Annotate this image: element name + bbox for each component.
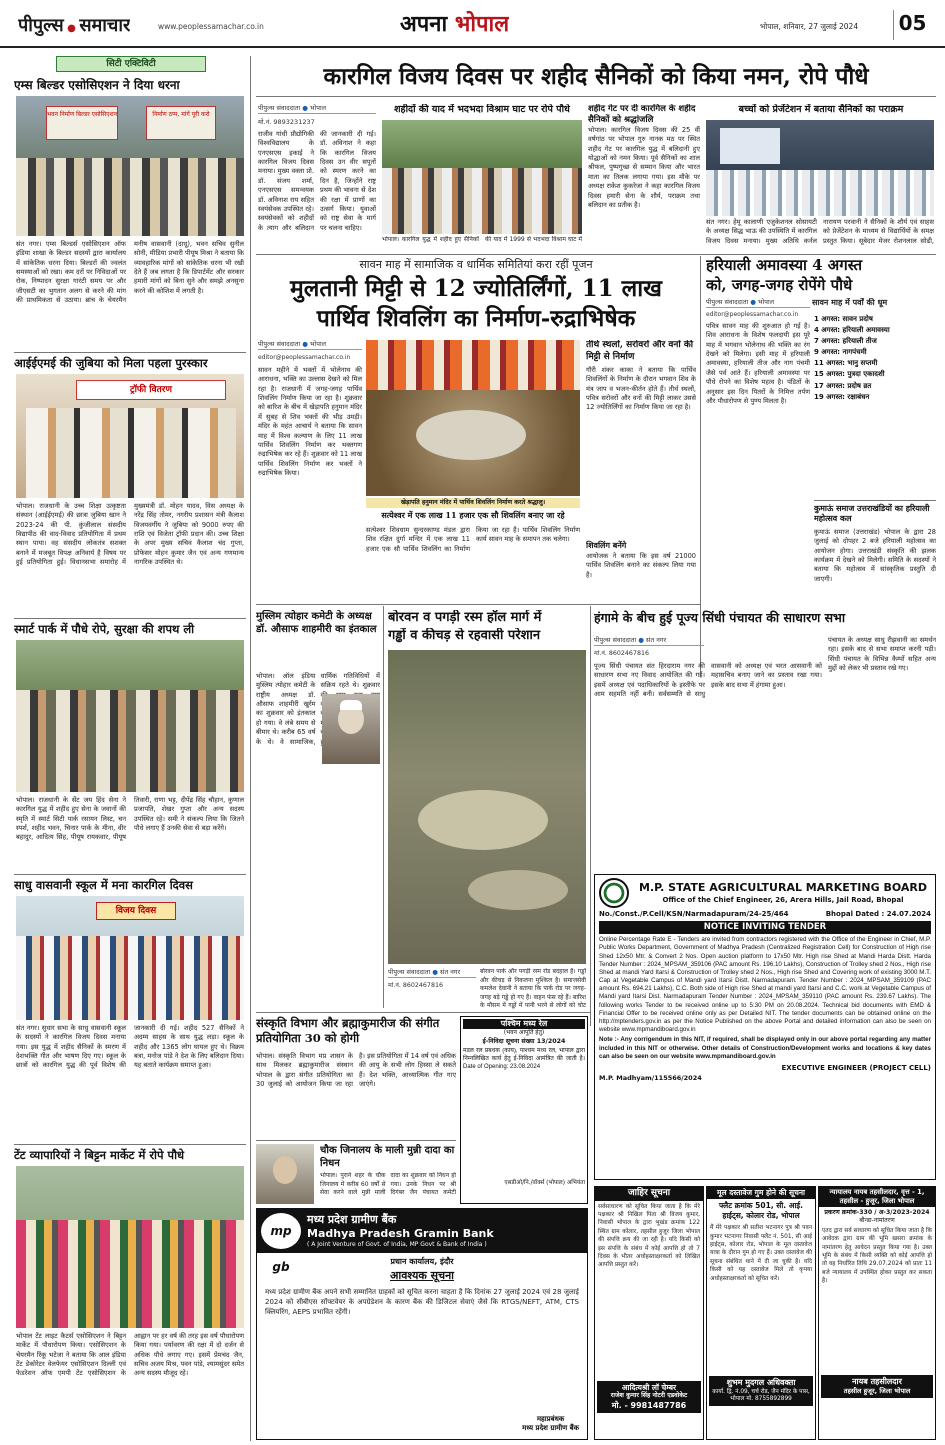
tender-board-name: M.P. STATE AGRICULTURAL MARKETING BOARD (639, 881, 927, 895)
borvan-mobile: मो.नं. 8602467816 (388, 982, 443, 989)
bank-name-en: Madhya Pradesh Gramin Bank (307, 1227, 494, 1241)
story-smart-park-body: भोपाल। राजधानी के सेंट जय हिंद सेना ने कारगिल युद्ध में शहीद हुए सेना के जवानों की स्मृति में स्मार्ट सिटी पार्क रसायन लिस्ट, चन स्पर्श, शहीद भवन, चिनार पार्क के मीना, वीर बहादुर, आदित्य सिंह, पीयूष रायकवार, पीयूष तिवारी, राणा भट्ट, दीपेंद्र सिंह चौहान, कुणाल प्रजापति, शेखर गुप्ता और अन्य सदस्य उपस्थित रहे। समी ने संकल्प लिया कि जितने पौधे लगाए हैं उनकी सेवा से बड़ा करेंगे। (16, 796, 244, 842)
kargil-body: राजीव गांधी प्रौद्योगिकी विश्वविद्यालय के एनएसएस इकाई ने कारगिल विजय दिवस मनाया। मुख्य वक्ता प्रो. डॉ. संजय शर्मा, एनएसएस समन्वयक डॉ. अविनाश राय सहित स्वयंसेवक उपस्थित रहे। स्वयंसेवकों को शहीदों के त्याग और बलिदान की जानकारी दी गई। डॉ. अविनाश ने कहा कि कारगिल विजय दिवस उन वीर सपूतों को स्मरण करने का दिन है, जिन्होंने राष्ट्र प्रथम की भावना से देश की रक्षा में प्राणों का उत्सर्ग किया। युवाओं को राष्ट्र सेवा के मार्ग पर चलना चाहिए। (258, 130, 376, 232)
shahid-gate-headline: शहीद गेट पर दी कारगिल के शहीद सैनिकों को श्रद्धांजलि (588, 104, 696, 126)
brand-logo: पीपुल्स ● समाचार (18, 15, 131, 36)
tahsil-body: एतद द्वारा सर्व साधारण को सूचित किया जाता है कि आवेदक द्वारा ग्राम की भूमि खसरा क्रमांक के नामांतरण हेतु आवेदन प्रस्तुत किया गया है। उक्त भूमि के संबंध में किसी व्यक्ति को कोई आपत्ति हो तो वह निर्धारित तिथि 29.07.2024 को प्रातः 11 बजे न्यायालय में उपस्थित होकर प्रस्तुत कर सकता है। (822, 1227, 932, 1285)
public-notice-title: जाहिर सूचना (595, 1187, 703, 1201)
divider (14, 352, 246, 353)
sindhi-headline: हंगामे के बीच हुई पूज्य सिंधी पंचायत की साधारण सभा (594, 610, 846, 625)
shivling-headline-2: पार्थिव शिवलिंग का निर्माण-रुद्राभिषेक (316, 305, 636, 332)
lost-docs-title: मूल दस्तावेज गुम होने की सूचना (707, 1187, 815, 1199)
tahsil-court-notice (818, 1186, 936, 1440)
shivling-body-4: आयोजक ने बताया कि इस वर्ष 21000 पार्थिव शिवलिंग बनाने का संकल्प लिया गया है। (586, 552, 696, 579)
borvan-headline-2: गड्ढों व कीचड़ से रहवासी परेशान (388, 628, 541, 643)
divider (256, 1012, 590, 1013)
story-ieme-award-head: आईईएमई की जुबिया को मिला पहला पुरस्कार (14, 356, 208, 370)
bank-notice-title: आवश्यक सूचना (389, 1269, 455, 1283)
sindhi-body-2: पंचायत के अध्यक्ष साधु रीझवानी का समर्थन रहा। इसके बाद से सभा समाप्त करनी पड़ी। सिंधी पंचायत के विभिन्न कैम्पों सहित अन्य मुद्दों को लेकर भी प्रस्ताव रखे गए। (828, 636, 936, 673)
tender-date: Bhopal Dated : 24.07.2024 (825, 910, 931, 918)
volunteers-shape (16, 690, 244, 792)
story-tent-traders-head: टेंट व्यापारियों ने बिट्टन मार्केट में रोपे पौधे (14, 1148, 185, 1162)
shahid-gate-body: भोपाल। कारगिल विजय दिवस की 25 वीं वर्षगांठ पर भोपाल गुरु नानक मठ पर स्थित शहीद गेट पर कारगिल युद्ध में बलिदानी हुए योद्धाओं को नमन किया। पूर्व सैनिकों का शाल श्रीफल, पुष्पगुच्छ से सम्मान किया और भारत माता का तिलक लगाया गया। इस मौके पर अध्यक्ष राकेश कुकरेजा ने कहा कारगिल विजय दिवस हमारी सेना के शौर्य, पराक्रम तथा बलिदान का प्रतीक है। (588, 126, 700, 209)
borvan-byline: पीपुल्स संवाददाता ● संत नगर (388, 968, 476, 978)
sindhi-body: पूज्य सिंधी पंचायत संत हिरदाराम नगर की साधारण सभा नए विवाद आयोजित की गई। इसमें अध्यक्ष एवं पदाधिकारियों के इस्तीफे पर आम सहमति नहीं बनी। सर्वसम्मति से साधु वासवानी को अध्यक्ष एवं भरत आसवानी को महासचिव बनाए जाने का प्रस्ताव रखा गया। इसके बाद सभा में हंगामा हुआ। (594, 662, 822, 699)
puddle-shape (418, 790, 548, 850)
shivling-body-2: गौरी शंकर काका ने बताया कि पार्थिव शिवलिंगों के निर्माण के दौरान भगवान शिव के मंत्र जाप व भजन-कीर्तन होते हैं। तीर्थ स्थलों, पवित्र सरोवरों और वनों की मिट्टी लाकर उससे 12 ज्योतिर्लिंगों का निर्माण किया जा रहा है। (586, 366, 696, 412)
sanskriti-body: भोपाल। संस्कृति विभाग मप्र शासन के साथ मिलकर ब्रह्माकुमारीज संस्थान भोपाल के द्वारा संगीत प्रतियोगिता का 30 जुलाई को आयोजन किया जा रहा है। इस प्रतियोगिता में 14 वर्ष एवं अधिक की आयु के सभी लोग हिस्सा ले सकते हैं। देश भक्ति, आध्यात्मिक गीत गाए जाएंगे। (256, 1052, 456, 1089)
divider (14, 1144, 246, 1145)
jain-portrait-photo (256, 1144, 314, 1204)
puddle-shape (468, 870, 568, 910)
hariyali-body: पवित्र सावन माह की शुरुआत हो गई है। शिव आराधना के विशेष फलदायी इस पूरे माह में भगवान भोलेनाथ की भक्ति का रंग देखने को मिलेगा। इसी माह में हरियाली अमावस्या, हरियाली तीज और नाग पंचमी जैसे पर्व आते हैं। हरियाली अमावस्या पर पौधे रोपने का विशेष महत्व है। पंडितों के अनुसार इस दिन पितरों के निमित्त तर्पण और पौधारोपण से पुण्य मिलता है। (706, 322, 810, 405)
shivling-kicker: सावन माह में सामाजिक व धार्मिक समितियां करा रहीं पूजन (359, 258, 593, 271)
sanskriti-headline: संस्कृति विभाग और ब्रह्माकुमारीज की संगीत प्रतियोगिता 30 को होगी (256, 1016, 440, 1045)
kargil-mobile: मो.नं. 9893231237 (258, 118, 315, 126)
kargil-byline: पीपुल्स संवाददाता ● भोपाल (258, 104, 376, 114)
tender-body: Online Percentage Rate E - Tenders are invited from contractors registered with the Office of the Engineer in Chief, M.P. Public Works Department, Government of Madhya Pradesh (Centralized Registration Cell) for Construction of High rise Shed 12x50 Mtr. & Convert 2 Nos. Open auction platform to 17x50 Mtr. High rise Shed at Mandi Harda Distt. Harda Tender Number : 2024_MPSAM_359106 (PAC amount Rs. 196.10 Lakhs), Construction of Trolley shed 2 Nos., High rise Shed at mandi Yard Itarsi & Construction of Trolley shed 2 Nos., High rise Shed and Covering work of existing 3000 M.T. Cap at Vegetable Campus of Mandi yard Itarsi Distt. Narmadapuram. Tender Number : 2024_MPSAM_359109 (PAC amount Rs. 694.21 Lakhs), C.C. Both side of High rise Shed at mandi yard Itarsi and C.C. work at Vegetable Campus of Mandi yard Itarsi Dist. Narmadapuram Tender Number : 2024_MPSAM_359110 (PAC amount Rs. 239.67 Lakhs). The following works Tender to be received online up to 5:30 PM on 20.08.2024. Technical bid documents with EMD & Financial Offer to be received online only as per Detailed NIT. The tender documents can be obtained online on the http://mptenders.gov.in as per the Notice Published on the above Portal and detailed information can also be seen on website www.mpmandiboard.gov.in (599, 936, 931, 1034)
story-smart-park-head: स्मार्ट पार्क में पौधे रोपे, सुरक्षा की शपथ ली (14, 622, 195, 636)
presentation-body: संत नगर। हेमू कालाणी एजुकेशनल सोसायटी के अध्यक्ष सिद्ध भाऊ की उपस्थिति में कारगिल विजय दिवस मनाया। मुख्य अतिथि कर्नल नारायण परवानी ने सैनिकों के शौर्य एवं साहस को प्रेजेंटेशन के माध्यम से विद्यार्थियों के समक्ष प्रस्तुत किया। सूबेदार मेजर रोशनलाल सोढी, (706, 218, 934, 245)
photo-banner-right: निर्माण ठप्प, मांगें पूरी करो (146, 106, 216, 140)
public-notice-body: सर्वसाधारण को सूचित किया जाता है कि मेरे पक्षकार श्री निखिल पिता श्री विजय कुमार, निवासी भोपाल के द्वारा भूखंड क्रमांक 122 स्थित ग्राम कोलार, तहसील हुजूर जिला भोपाल की संपत्ति क्रय की जा रही है। यदि किसी को इस संपत्ति के संबंध में कोई आपत्ति हो तो 7 दिवस के भीतर अधोहस्ताक्षरकर्ता को लिखित आपत्ति प्रस्तुत करें। (598, 1203, 700, 1269)
bank-sign: महाप्रबंधक मध्य प्रदेश ग्रामीण बैंक (522, 1414, 579, 1432)
tender-sign: EXECUTIVE ENGINEER (PROJECT CELL) (781, 1063, 931, 1072)
masthead (0, 0, 945, 48)
shivling-tray-shape (416, 410, 526, 460)
cap-shape (340, 700, 362, 710)
page-number: 05 (893, 10, 931, 40)
sindhi-mobile: मो.नं. 8602467816 (594, 650, 649, 657)
screen-shape (720, 128, 780, 164)
tirth-subhead: तीर्थ स्थलों, सरोवरों और वनों की मिट्टी से निर्माण (586, 340, 694, 362)
divider (14, 874, 246, 875)
story-school-kargil-head: साधु वासवानी स्कूल में मना कारगिल दिवस (14, 878, 193, 892)
railway-sub: (भवन आपूर्ति हेतु) (503, 1029, 545, 1037)
presentation-photo (706, 120, 934, 216)
students-shape (16, 936, 244, 1020)
borvan-headline-1: बोरवन व पगड़ी रस्म हॉल मार्ग में (388, 610, 542, 625)
column-separator (590, 606, 591, 1026)
dateline: भोपाल, शनिवार, 27 जुलाई 2024 (760, 22, 859, 31)
tender-note: Note :- Any corrigendum in this NIT, if required, shall be displayed only in our above portal regarding any matter included in this NIT or otherwise. Other details of Construction/Development works and locations & key dates can also be seen on our website www.mpmandiboard.gov.in (599, 1036, 931, 1060)
bank-joint: ( A Joint Venture of Govt. of India, MP Govt & Bank of India ) (307, 1241, 487, 1249)
shivling-photo (366, 340, 580, 496)
divider (256, 1140, 456, 1141)
story-ieme-award-body: भोपाल। राजधानी के उच्च शिक्षा उत्कृष्टता संस्थान (आईईएमई) की छात्रा जुबिया खान ने 2023-24 की पी. कुंजीलाल संसदीय विद्यापीठ की वाद-विवाद प्रतियोगिता में प्रथम स्थान पाया। वह संसदीय लोकतंत्र सशक्त बनाने में मजबूत विपक्ष अनिवार्य है विषय पर हुई प्रतियोगिता हुई। विधानसभा समारोह में मुख्यमंत्री डॉ. मोहन यादव, विस अध्यक्ष के नरेंद्र सिंह तोमर, नगरीय प्रशासन मंत्री कैलाश विजयवर्गीय ने जुबिया को 9000 रुपए की राशि एवं विजेता ट्रॉफी प्रदान की। उच्च शिक्षा के अपर मुख्य सचिव कैलाश चंद गुप्ता, प्रोफेसर मोहन कुमार जैन एवं अन्य गणमान्य नागरिक उपस्थित थे। (16, 502, 244, 567)
school-kargil-photo (16, 896, 244, 1020)
hariyali-headline-1: हरियाली अमावस्या 4 अगस्त (706, 256, 863, 274)
story-school-kargil-body: संत नगर। सुधार सभा के साधु वासवानी स्कूल के सदस्यों ने कारगिल विजय दिवस मनाया गया। इस युद्ध में शहीद सैनिकों के स्मरण में देशभक्ति गीत और भाषण दिए गए। स्कूल के छात्रों को कारगिल युद्ध की पूर्व विशेष की जानकारी दी गई। शहीद 527 सैनिकों ने अदम्य साहस के साथ युद्ध लड़ा। स्कूल के शहीद और 1365 लोग घायल हुए थे। विक्रम बत्रा, मनोज पांडे ने देश के लिए बलिदान दिया। यह बताते कार्यक्रम समाप्त हुआ। (16, 1024, 244, 1070)
divider (256, 254, 936, 255)
photo-banner-left: भवन निर्माण बिल्डर एसोसिएशन (46, 106, 118, 140)
devotees-shape (366, 340, 580, 390)
shivling-subhead-3: शिवलिंग बनेंगे (586, 540, 627, 550)
column-separator (250, 56, 251, 1441)
kumaon-subhead: कुमाऊं समाज उत्तराखंडियों का हरियाली महोत्सव कल (814, 500, 936, 524)
lost-docs-body: मैं मेरे पक्षकार श्री सतीश भटनागर पुत्र श्री पवन कुमार भटनागर निवासी फ्लैट नं. 501, सी आई हाईट्स, कोलार रोड, भोपाल के मूल दस्तावेज यात्रा के दौरान गुम हो गए हैं। उक्त दस्तावेज की सूचना संबंधित थाने में दी जा चुकी है। यदि किसी को यह दस्तावेज मिले तो कृपया अधोहस्ताक्षरकर्ता को सूचित करें। (710, 1225, 812, 1282)
tahsil-sub: बौन्डा-नामांतरण (859, 1216, 895, 1224)
satyeshwar-body: सत्येश्वर शिवधाम सुन्दरकाण्ड मंडल द्वारा शिव रक्षित दुर्गा मन्दिर में एक लाख 11 हजार एक सौ पार्थिव शिवलिंग का निर्माण किया जा रहा है। पार्थिव शिवलिंग निर्माण कार्य सावन माह के समापन तक चलेगा। (366, 526, 580, 553)
tahsil-case: प्रकरण क्रमांक-330 / अ-3/2023-2024 (824, 1208, 930, 1216)
tender-office: Office of the Chief Engineer, 26, Arera Hills, Jail Road, Bhopal (662, 895, 904, 904)
column-separator (383, 606, 384, 1008)
brand-name-2: समाचार (79, 15, 131, 36)
jain-body: भोपाल। पुराने शहर के चौक जिनालय में करीब 60 वर्षों से सेवा करने वाले मुन्नी माली दादा का शुक्रवार को निधन हो गया। उनके निधन पर श्री दिगंबर जैन पंचायत कमेटी (320, 1172, 456, 1197)
tender-ref-row (599, 910, 931, 919)
lost-documents-notice (706, 1186, 816, 1440)
railway-body: मंडल रेल प्रबंधक (कार्य), पश्चिम मध्य रेल, भोपाल द्वारा निम्नलिखित कार्य हेतु ई-निविदा आमंत्रित की जाती है। Date of Opening: 23.08.2024 (463, 1048, 585, 1071)
portrait-photo (322, 694, 380, 764)
borvan-body: बोरवन पार्क और पगड़ी रस्म रोड बदहाल है। गड्ढों और कीचड़ से निकलना मुश्किल है। समाजसेवी कमलेश देवानी ने बताया कि पार्क रोड पर जगह-जगह बड़े गड्ढे हो गए हैं। वाहन फंस रहे हैं। बारिश के मौसम में गड्ढों में पानी भरने से लोगों को चोट (480, 968, 586, 1010)
people-shape (382, 168, 582, 234)
bank-logo-icon: mp gb (261, 1213, 301, 1249)
tender-footer: M.P. Madhyam/115566/2024 (599, 1074, 702, 1083)
muslim-committee-headline: मुस्लिम त्योहार कमेटी के अध्यक्ष डॉ. औसाफ शाहमीरी का इंतकाल (256, 611, 377, 635)
city-activity-tag: सिटी एक्टिविटी (56, 56, 206, 72)
shivling-email[interactable]: editor@peoplessamachar.co.in (258, 354, 351, 361)
festival-list (814, 314, 936, 403)
brand-name: पीपुल्स (18, 15, 64, 36)
public-notice-ad (594, 1186, 704, 1440)
section-title: अपना भोपाल (400, 11, 510, 37)
law-chamber-box: आदित्यश्री लॉ चेम्बर राजेश कुमार सिंह नोटरी एडवोकेट मो. - 9981487786 (597, 1381, 701, 1413)
festival-item: 1 अगस्त: सावन प्रदोष (814, 315, 873, 323)
shivling-headline-1: मुलतानी मिट्टी से 12 ज्योतिर्लिंगों, 11 लाख (289, 275, 662, 302)
story-builders-protest-body: संत नगर। एम्स बिल्डर्स एसोसिएशन ऑफ इंडिया शाखा के बिल्डर सदस्यों द्वारा कार्यालय में सांकेतिक धरना दिया। बिल्डरों की ज्वलंत समस्याओं को रखा। कम दरों पर निविदाओं पर रोक, निष्पादन सुरक्षा गारंटी समय पर और जीएसटी का भुगतान अलग से करने की मांग की प्राथमिकता से उठाया। ब्रांच के चेयरमैन मनीष वासवानी (दाधू), भवन सचिव सुनील सोनी, मीडिया प्रभारी पीयूष मिश्रा ने बताया कि व्यावहारिक मांगों को सांकेतिक धरना भी रखी देते हैं जब लगता है कि डिपार्टमेंट और सरकार हमारी मांगों को बिना सुने और समझे अनसुना करने की कोशिश में लगती है। (16, 240, 244, 305)
smart-park-photo (16, 640, 244, 792)
board-logo-icon (599, 878, 629, 908)
shivling-photo-caption: खेड़ापति हनुमान मंदिर में पार्थिव शिवलिंग निर्माण करते श्रद्धालु। (366, 498, 580, 508)
photo-banner: ट्रॉफी वितरण (76, 380, 226, 400)
presentation-headline: बच्चों को प्रेजेंटेशन में बताया सैनिकों का पराक्रम (738, 104, 904, 115)
bank-office: प्रधान कार्यालय, इंदौर (390, 1257, 454, 1266)
tahsil-seal: नायब तहसीलदार तहसील हुजूर, जिला भोपाल (821, 1375, 933, 1398)
tent-traders-photo (16, 1166, 244, 1328)
railway-tender-ad (460, 1016, 588, 1204)
tender-title: NOTICE INVITING TENDER (599, 921, 931, 934)
festival-item: 19 अगस्त: रक्षाबंधन (814, 392, 870, 401)
divider (256, 96, 936, 97)
jain-headline: चौक जिनालय के माली मुन्नी दादा का निधन (320, 1145, 455, 1169)
photo-banner: विजय दिवस (96, 902, 176, 920)
divider (14, 618, 246, 619)
bhadbhada-photo (382, 120, 582, 234)
tender-ref: No./Const./P.Cell/KSN/Narmadapuram/24-25/464 (599, 910, 789, 918)
bank-body: मध्य प्रदेश ग्रामीण बैंक अपने सभी सम्मानित ग्राहकों को सूचित करना चाहता है कि दिनांक 27 जुलाई 2024 एवं 28 जुलाई 2024 को सीबीएस सॉफ्टवेयर के अपग्रेडेशन के कारण बैंक की डिजिटल सेवाएं जैसे कि RTGS/NEFT, ATM, CTS क्लियरिंग, AEPS प्रभावित रहेंगी। (265, 1287, 579, 1316)
hariyali-kicker: सावन माह में पर्वों की धूम (812, 298, 888, 307)
railway-footer: एसडीओ/नि./वॉर्क्स (भोपाल) अभियंता (504, 1180, 585, 1187)
bank-name-hi: मध्य प्रदेश ग्रामीण बैंक (307, 1212, 397, 1226)
advocate-box: शुभम मुदगल अधिवक्ता कार्या. द्वि. नं.09, चर्च रोड, जैन मंदिर के पास, भोपाल मो. 8755892899 (709, 1376, 813, 1405)
hariyali-email[interactable]: editor@peoplessamachar.co.in (706, 311, 799, 318)
pothole-road-photo (388, 650, 586, 964)
railway-title: पश्चिम मध्य रेल (463, 1019, 585, 1029)
crowd-shape (16, 158, 244, 236)
audience-shape (706, 170, 934, 216)
divider (256, 604, 700, 605)
face-shape (273, 1156, 297, 1184)
story-builders-protest-head: एम्स बिल्डर एसोसिएशन ने दिया धरना (14, 78, 180, 92)
tahsil-header: न्यायालय नायब तहसीलदार, वृत्त - 1, तहसील - हुजूर, जिला भोपाल (819, 1187, 935, 1207)
group-shape (16, 1220, 244, 1328)
shivling-body-1: सावन महीने में भक्तों में भोलेनाथ की आराधना, भक्ति का उल्लास देखने को मिल रहा है। राजधानी में जगह-जगह पार्थिव शिवलिंग निर्माण किया जा रहा है। शुक्रवार को बारिश के बीच में खेड़ापति हनुमान मंदिर में सुबह से शिव भक्तों की भीड़ उमड़ी। मंदिर के महंत आचार्य ने बताया कि सावन माह में विश्व कल्याण के लिए 11 लाख पार्थिव शिवलिंग निर्माण कर भक्तगण रुद्राभिषेक कर रहे हैं। शुक्रवार को 11 लाख पार्थिव शिवलिंग निर्माण कर भक्तों ने रुद्राभिषेक किया। (258, 366, 362, 477)
hariyali-byline: पीपुल्स संवाददाता ● भोपाल (706, 298, 810, 308)
festival-item: 17 अगस्त: प्रदोष व्रत (814, 381, 872, 390)
muslim-committee-body: भोपाल। ऑल इंडिया मुस्लिम त्योहार कमेटी के राष्ट्रीय अध्यक्ष डॉ. औसाफ शाहमीरी खुर्रम का शुक्रवार को इंतकाल हो गया। वे लंबे समय से बीमार थे। करीब 65 वर्ष के थे। वे सामाजिक, धार्मिक गतिविधियों में सक्रिय रहते थे। शुक्रवार (256, 672, 380, 746)
ieme-award-photo (16, 374, 244, 498)
gramin-bank-ad (256, 1208, 588, 1440)
sindhi-byline: पीपुल्स संवाददाता ● संत नगर (594, 636, 704, 646)
satyeshwar-subhead: सत्येश्वर में एक लाख 11 हजार एक सौ शिवलिंग बनाए जा रहे (381, 510, 565, 520)
tender-header (599, 878, 931, 908)
tender-notice (594, 874, 936, 1180)
site-url[interactable]: www.peoplessamachar.co.in (158, 22, 264, 31)
lost-docs-sub: फ्लैट क्रमांक 501, सी. आई. हाईट्स, कोलार रोड, भोपाल (719, 1200, 803, 1220)
railway-notice-no: ई-निविदा सूचना संख्या 13/2024 (482, 1038, 566, 1046)
people-shape (26, 408, 236, 498)
kargil-headline: कारगिल विजय दिवस पर शहीद सैनिकों को किया नमन, रोपे पौधे (323, 63, 869, 90)
hariyali-headline-2: को, जगह-जगह रोपेंगे पौधे (706, 276, 853, 294)
shivling-byline: पीपुल्स संवाददाता ● भोपाल (258, 340, 362, 350)
festival-item: 7 अगस्त: हरियाली तीज (814, 337, 877, 346)
kumaon-body: कुमाऊं समाज (उत्तराखंड) भोपाल के द्वारा 28 जुलाई को दोपहर 2 बजे हरियाली महोत्सव का आयोजन होगा। उत्तराखंडी संस्कृति की झलक कार्यक्रम में देखने को मिलेगी। समिति के सदस्यों ने बताया कि महोत्सव में सांस्कृतिक प्रस्तुति दी जाएगी। (814, 528, 936, 583)
festival-item: 11 अगस्त: भानु सप्तमी (814, 359, 878, 368)
festival-item: 4 अगस्त: हरियाली अमावस्या (814, 326, 890, 335)
bhadbhada-headline: शहीदों की याद में भदभदा विश्राम घाट पर रोपे पौधे (394, 104, 570, 115)
festival-item: 9 अगस्त: नागपंचमी (814, 348, 867, 357)
festival-item: 15 अगस्त: पुत्रदा एकादशी (814, 370, 885, 379)
story-tent-traders-body: भोपाल टेंट लाइट कैटर्स एसोसिएशन ने बिट्टन मार्केट में पौधारोपण किया। एसोसिएशन के चेयरमैन रिंकू भटेजा ने बताया कि आल इंडिया टेंट डेकोरेटर वेलफेयर एसोसिएशन दिल्ली एवं फेडरेशन ऑफ एमपी टेंट एसोसिएशन के आह्वान पर हर वर्ष की तरह इस वर्ष पौधारोपण किया गया। पर्यावरण की रक्षा में दो दर्जन से अधिक पौधे लगाए गए। इसमें प्रेमचंद जैन, सचिव अजय मिश्र, पवन पांडे, श्यामसुंदर समेत अन्य सदस्य मौजूद रहे। (16, 1332, 244, 1378)
builders-protest-photo (16, 96, 244, 236)
bhadbhada-body: भोपाल। कारगिल युद्ध में शहीद हुए सैनिकों की याद में 1999 से भदभदा विश्राम घाट में (382, 236, 582, 243)
